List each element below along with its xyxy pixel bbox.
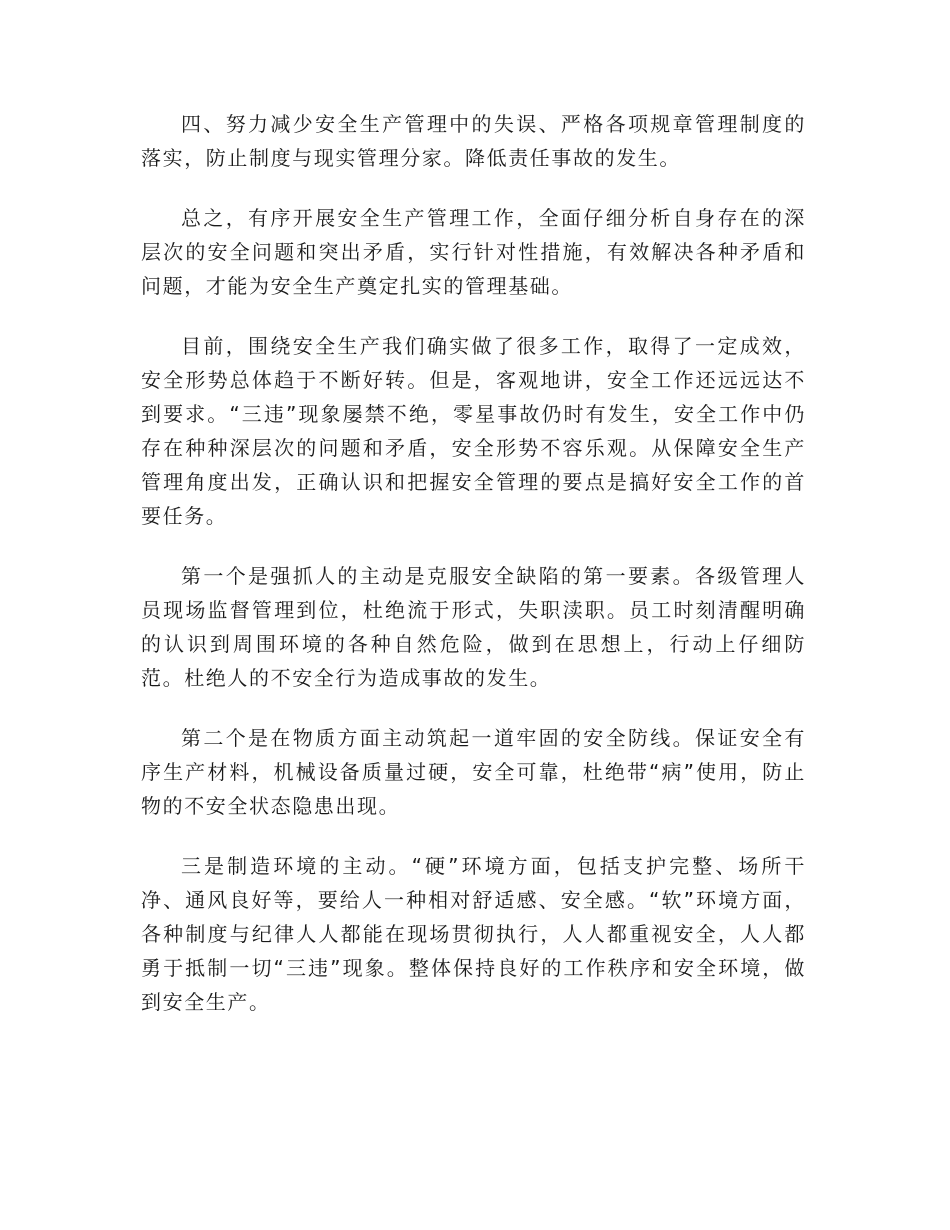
- paragraph-second-point: 第二个是在物质方面主动筑起一道牢固的安全防线。保证安全有序生产材料，机械设备质量过硬，安全可靠，杜绝带“病”使用，防止物的不安全状态隐患出现。: [141, 726, 806, 818]
- paragraph-point-four: 四、努力减少安全生产管理中的失误、严格各项规章管理制度的落实，防止制度与现实管理分家。降低责任事故的发生。: [141, 112, 806, 170]
- paragraph-summary: 总之，有序开展安全生产管理工作，全面仔细分析自身存在的深层次的安全问题和突出矛盾，实行针对性措施，有效解决各种矛盾和问题，才能为安全生产奠定扎实的管理基础。: [141, 206, 806, 298]
- document-body: [141, 107, 806, 1045]
- paragraph-first-point: 第一个是强抓人的主动是克服安全缺陷的第一要素。各级管理人员现场监督管理到位，杜绝流于形式，失职渎职。员工时刻清醒明确的认识到周围环境的各种自然危险，做到在思想上，行动上仔细防范。杜绝人的不安全行为造成事故的发生。: [141, 564, 806, 690]
- paragraph-third-point: 三是制造环境的主动。“硬”环境方面，包括支护完整、场所干净、通风良好等，要给人一种相对舒适感、安全感。“软”环境方面，各种制度与纪律人人都能在现场贯彻执行，人人都重视安全，人人都勇于抵制一切“三违”现象。整体保持良好的工作秩序和安全环境，做到安全生产。: [141, 854, 806, 1014]
- paragraph-current-situation: 目前，围绕安全生产我们确实做了很多工作，取得了一定成效，安全形势总体趋于不断好转。但是，客观地讲，安全工作还远远达不到要求。“三违”现象屡禁不绝，零星事故仍时有发生，安全工作中仍存在种种深层次的问题和矛盾，安全形势不容乐观。从保障安全生产管理角度出发，正确认识和把握安全管理的要点是搞好安全工作的首要任务。: [141, 334, 806, 528]
